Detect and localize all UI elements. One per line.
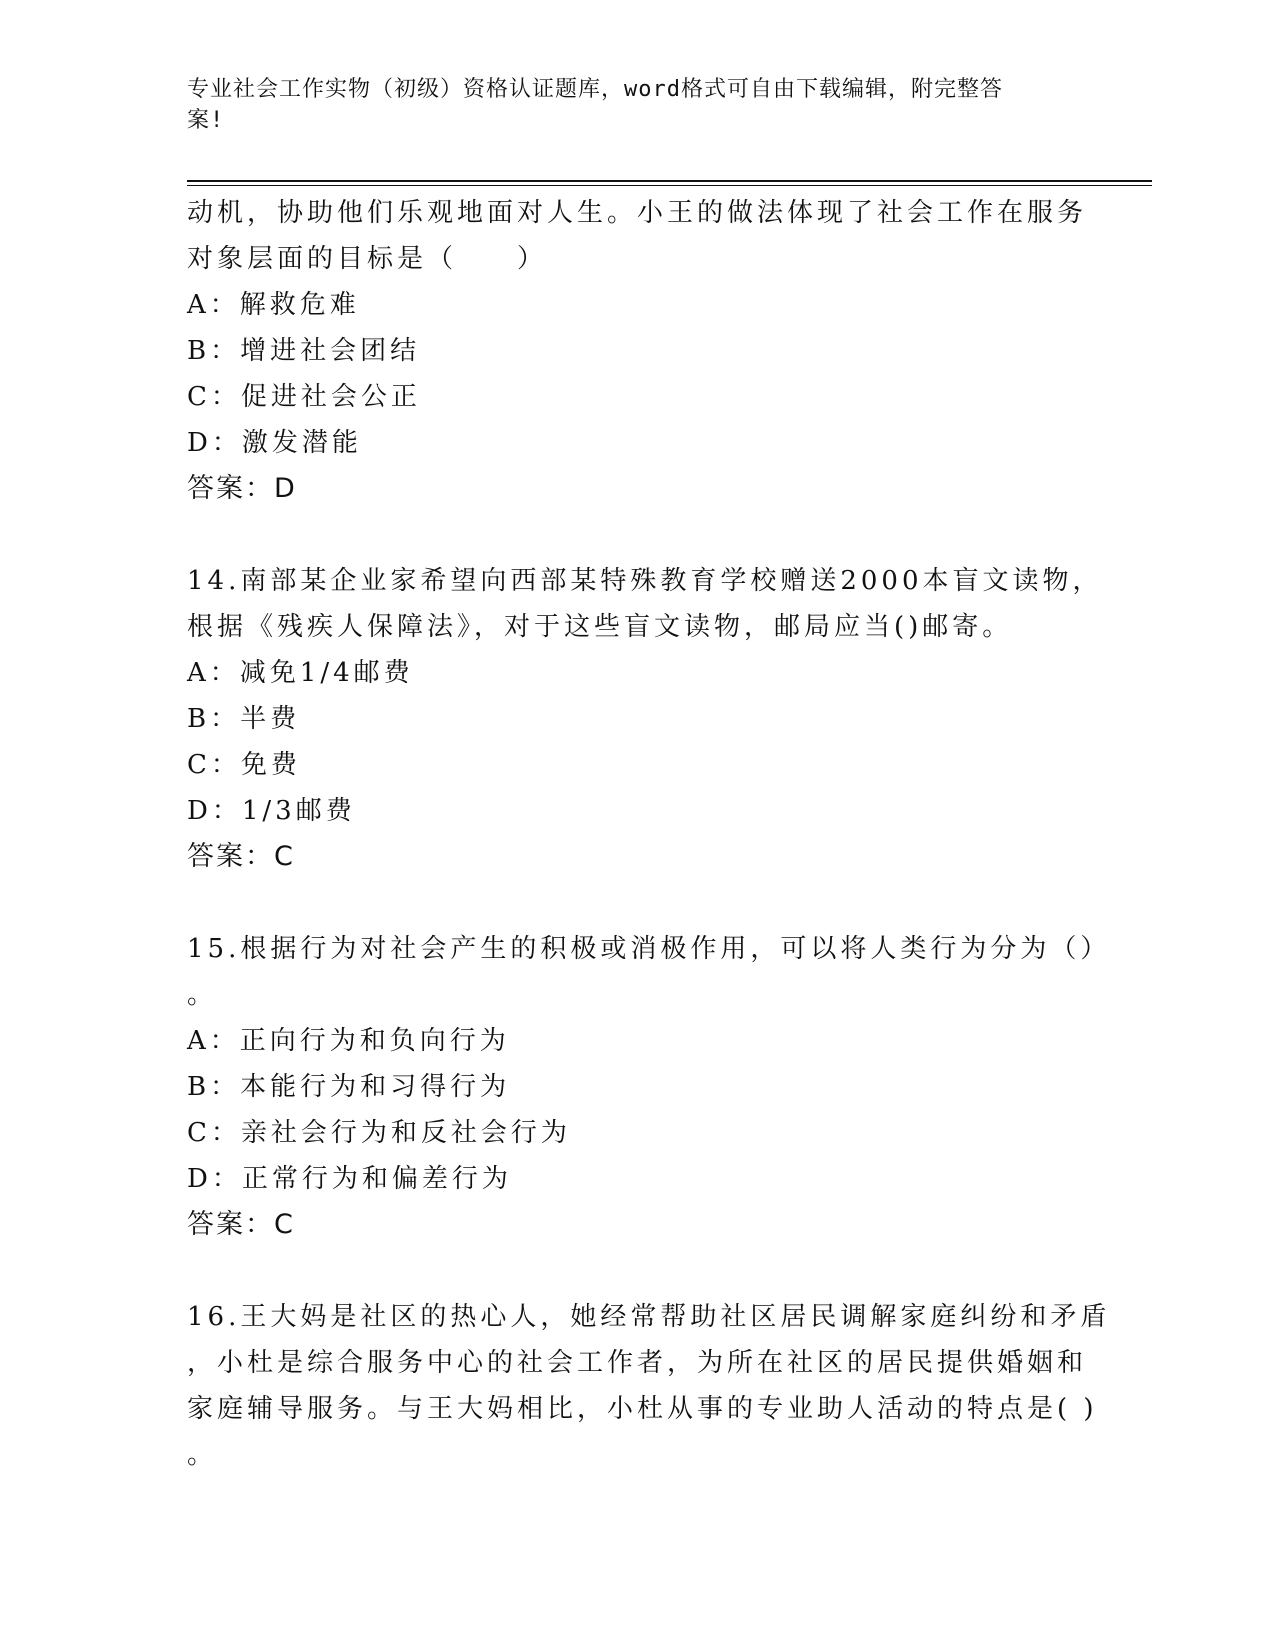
option-a: A：正向行为和负向行为 [187, 1026, 510, 1056]
question-14 [187, 558, 1103, 880]
option-c: C：免费 [187, 750, 301, 780]
spacer [187, 512, 1087, 558]
spacer [187, 1248, 1087, 1294]
header-rule-thick [187, 180, 1152, 182]
question-stem-line: 14.南部某企业家希望向西部某特殊教育学校赠送2000本盲文读物， [187, 566, 1103, 596]
answer-line: 答案：C [187, 1209, 295, 1240]
spacer [187, 880, 1087, 926]
question-stem-line: 。 [187, 980, 218, 1010]
header-line-1: 专业社会工作实物（初级）资格认证题库，word格式可自由下载编辑，附完整答 [187, 77, 1003, 102]
answer-line: 答案：C [187, 841, 295, 872]
option-b: B：增进社会团结 [187, 336, 421, 366]
document-header [187, 74, 1067, 136]
question-15 [187, 926, 1111, 1248]
option-a: A：减免1/4邮费 [187, 658, 414, 688]
question-stem-line: 。 [187, 1440, 218, 1470]
question-body [187, 190, 1111, 1478]
option-d: D：1/3邮费 [187, 796, 356, 826]
header-line-2: 案! [187, 108, 225, 133]
question-stem-line: 家庭辅导服务。与王大妈相比，小杜从事的专业助人活动的特点是( ) [187, 1394, 1098, 1424]
option-d: D：正常行为和偏差行为 [187, 1164, 512, 1194]
question-stem-line: 15.根据行为对社会产生的积极或消极作用，可以将人类行为分为（） [187, 934, 1111, 964]
question-13 [187, 190, 1087, 512]
question-16 [187, 1294, 1111, 1478]
option-b: B：本能行为和习得行为 [187, 1072, 511, 1102]
option-c: C：亲社会行为和反社会行为 [187, 1118, 571, 1148]
option-d: D：激发潜能 [187, 428, 362, 458]
question-stem-line: 16.王大妈是社区的热心人，她经常帮助社区居民调解家庭纠纷和矛盾 [187, 1302, 1111, 1332]
header-rule-thin [187, 185, 1152, 186]
option-c: C：促进社会公正 [187, 382, 421, 412]
option-a: A：解救危难 [187, 290, 360, 320]
question-stem-line: 对象层面的目标是（ ） [187, 244, 548, 274]
answer-line: 答案：D [187, 473, 297, 504]
question-stem-line: 动机，协助他们乐观地面对人生。小王的做法体现了社会工作在服务 [187, 198, 1088, 228]
question-stem-line: ，小杜是综合服务中心的社会工作者，为所在社区的居民提供婚姻和 [187, 1348, 1088, 1378]
question-stem-line: 根据《残疾人保障法》，对于这些盲文读物，邮局应当()邮寄。 [187, 612, 1013, 642]
option-b: B：半费 [187, 704, 301, 734]
